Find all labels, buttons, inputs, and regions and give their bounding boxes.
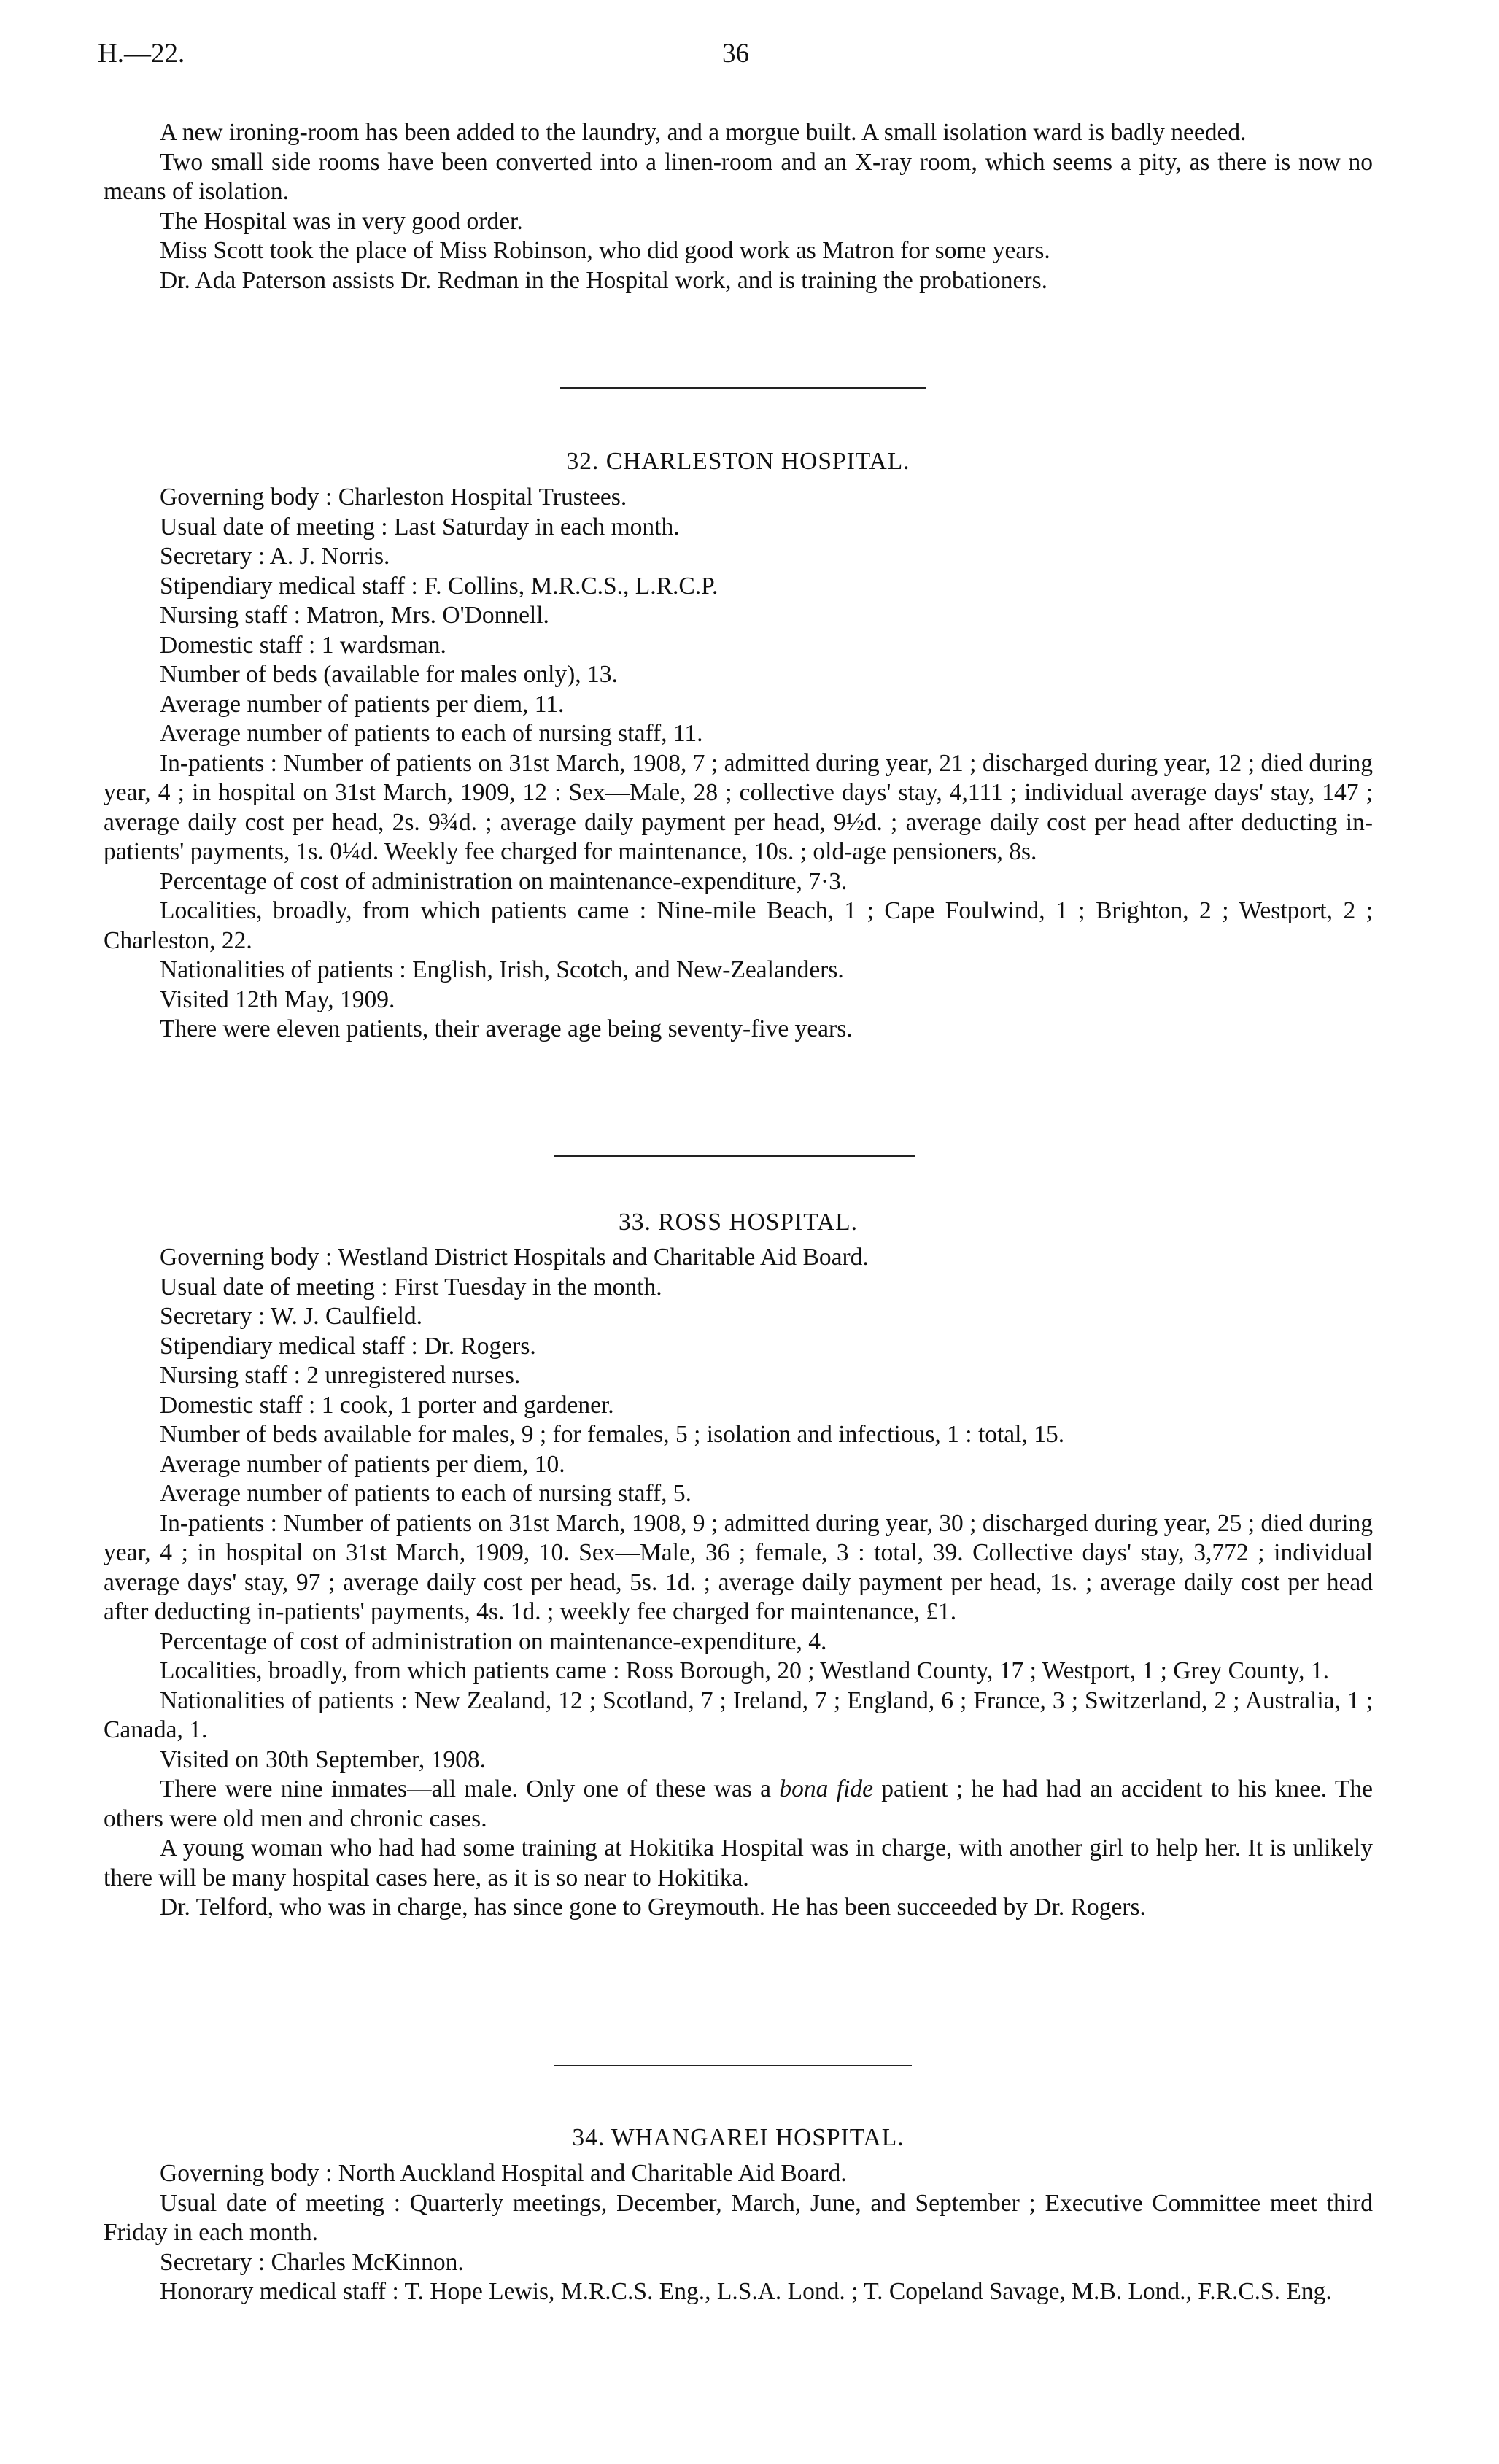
nationalities: Nationalities of patients : New Zealand, 12 ; Scotland, 7 ; Ireland, 7 ; England, 6 ; France, 3 ; Switzerland, 2 ; Australia, 1 ; Canada, 1. — [104, 1686, 1373, 1743]
domestic-staff: Domestic staff : 1 wardsman. — [160, 631, 446, 659]
localities: Localities, broadly, from which patients came : Nine-mile Beach, 1 ; Cape Foulwind, 1 ; Brighton, 2 ; Westport, 2 ; Charleston, 22. — [104, 897, 1373, 954]
governing-body: Governing body : Westland District Hospitals and Charitable Aid Board. — [160, 1244, 869, 1271]
visit-date: Visited 12th May, 1909. — [160, 985, 395, 1013]
beds: Number of beds available for males, 9 ; for females, 5 ; isolation and infectious, 1 : total, 15. — [160, 1421, 1065, 1448]
intro-section — [104, 118, 1373, 295]
paragraph: Dr. Telford, who was in charge, has since gone to Greymouth. He has been succeeded by Dr. Rogers. — [160, 1894, 1146, 1921]
governing-body: Governing body : Charleston Hospital Trustees. — [160, 484, 627, 511]
inmates-text-end: patient ; he had had an accident to his knee. The others were old men and chronic cases. — [104, 1775, 1373, 1832]
nationalities: Nationalities of patients : English, Irish, Scotch, and New-Zealanders. — [160, 956, 844, 983]
in-patients: In-patients : Number of patients on 31st March, 1908, 9 ; admitted during year, 30 ; discharged during year, 25 ; died during year, 4 ; in hospital on 31st March, 1909, 10. Sex—Male, 36 ; female, 3 : total, 39. Collective days' stay, 3,772 ; individual average days' stay, 97 ; average daily cost per head, 5s. 1d. ; average daily payment per head, 1s. ; average daily cost per head after deducting in-patients' payments, 4s. 1d. ; weekly fee charged for maintenance, £1. — [104, 1509, 1373, 1625]
section-divider — [554, 1155, 915, 1157]
ross-section — [104, 1243, 1373, 1923]
report-code: H.—22. — [98, 39, 185, 69]
secretary: Secretary : A. J. Norris. — [160, 543, 390, 570]
section-title-charleston: 32. CHARLESTON HOSPITAL. — [566, 448, 910, 475]
average-per-diem: Average number of patients per diem, 10. — [160, 1450, 565, 1478]
whangarei-section — [104, 2159, 1373, 2307]
inmates-paragraph — [104, 1775, 1373, 1834]
meeting-date: Usual date of meeting : First Tuesday in the month. — [160, 1273, 662, 1301]
section-divider — [560, 387, 926, 389]
charleston-section — [104, 483, 1373, 1045]
section-title-ross: 33. ROSS HOSPITAL. — [618, 1209, 859, 1236]
medical-staff: Stipendiary medical staff : Dr. Rogers. — [160, 1332, 536, 1360]
paragraph: Two small side rooms have been converted into a linen-room and an X-ray room, which seems a pity, as there is now no means of isolation. — [104, 148, 1373, 205]
nursing-staff: Nursing staff : 2 unregistered nurses. — [160, 1362, 521, 1389]
secretary: Secretary : W. J. Caulfield. — [160, 1303, 423, 1330]
secretary: Secretary : Charles McKinnon. — [160, 2248, 464, 2276]
domestic-staff: Domestic staff : 1 cook, 1 porter and gardener. — [160, 1391, 614, 1419]
section-title-whangarei: 34. WHANGAREI HOSPITAL. — [572, 2124, 905, 2151]
average-per-diem: Average number of patients per diem, 11. — [160, 690, 565, 718]
remarks: There were eleven patients, their average age being seventy-five years. — [160, 1015, 853, 1042]
inmates-italic: bona fide — [779, 1775, 873, 1802]
paragraph: A new ironing-room has been added to the laundry, and a morgue built. A small isolation ward is badly needed. — [160, 119, 1247, 146]
paragraph: The Hospital was in very good order. — [160, 207, 523, 235]
paragraph: Miss Scott took the place of Miss Robinson, who did good work as Matron for some years. — [160, 237, 1050, 264]
paragraph: A young woman who had had some training at Hokitika Hospital was in charge, with another girl to help her. It is unlikely there will be many hospital cases here, as it is so near to Hokitika. — [104, 1835, 1373, 1891]
average-per-nursing-staff: Average number of patients to each of nursing staff, 5. — [160, 1480, 692, 1507]
in-patients: In-patients : Number of patients on 31st March, 1908, 7 ; admitted during year, 21 ; discharged during year, 12 ; died during year, 4 ; in hospital on 31st March, 1909, 12 : Sex—Male, 28 ; collective days' stay, 4,111 ; individual average days' stay, 147 ; average daily cost per head, 2s. 9¾d. ; average daily payment per head, 9½d. ; average daily cost per head after deducting in-patients' payments, 1s. 0¼d. Weekly fee charged for maintenance, 10s. ; old-age pensioners, 8s. — [104, 749, 1373, 865]
paragraph: Dr. Ada Paterson assists Dr. Redman in the Hospital work, and is training the probationers. — [160, 266, 1047, 294]
visit-date: Visited on 30th September, 1908. — [160, 1746, 486, 1773]
governing-body: Governing body : North Auckland Hospital and Charitable Aid Board. — [160, 2160, 847, 2187]
meeting-date: Usual date of meeting : Quarterly meetings, December, March, June, and September ; Executive Committee meet third Friday in each month. — [104, 2189, 1373, 2246]
localities: Localities, broadly, from which patients came : Ross Borough, 20 ; Westland County, 17 ; Westport, 1 ; Grey County, 1. — [160, 1657, 1330, 1684]
administration-percentage: Percentage of cost of administration on maintenance-expenditure, 4. — [160, 1627, 827, 1655]
honorary-medical-staff: Honorary medical staff : T. Hope Lewis, M.R.C.S. Eng., L.S.A. Lond. ; T. Copeland Savage, M.B. Lond., F.R.C.S. Eng. — [160, 2278, 1332, 2305]
page-number: 36 — [722, 39, 749, 69]
nursing-staff: Nursing staff : Matron, Mrs. O'Donnell. — [160, 602, 549, 629]
beds: Number of beds (available for males only), 13. — [160, 661, 618, 688]
inmates-text: There were nine inmates—all male. Only one of these was a — [160, 1775, 780, 1802]
average-per-nursing-staff: Average number of patients to each of nursing staff, 11. — [160, 720, 703, 747]
medical-staff: Stipendiary medical staff : F. Collins, M.R.C.S., L.R.C.P. — [160, 572, 718, 600]
administration-percentage: Percentage of cost of administration on maintenance-expenditure, 7·3. — [160, 867, 848, 895]
meeting-date: Usual date of meeting : Last Saturday in each month. — [160, 513, 680, 541]
section-divider — [554, 2065, 912, 2066]
